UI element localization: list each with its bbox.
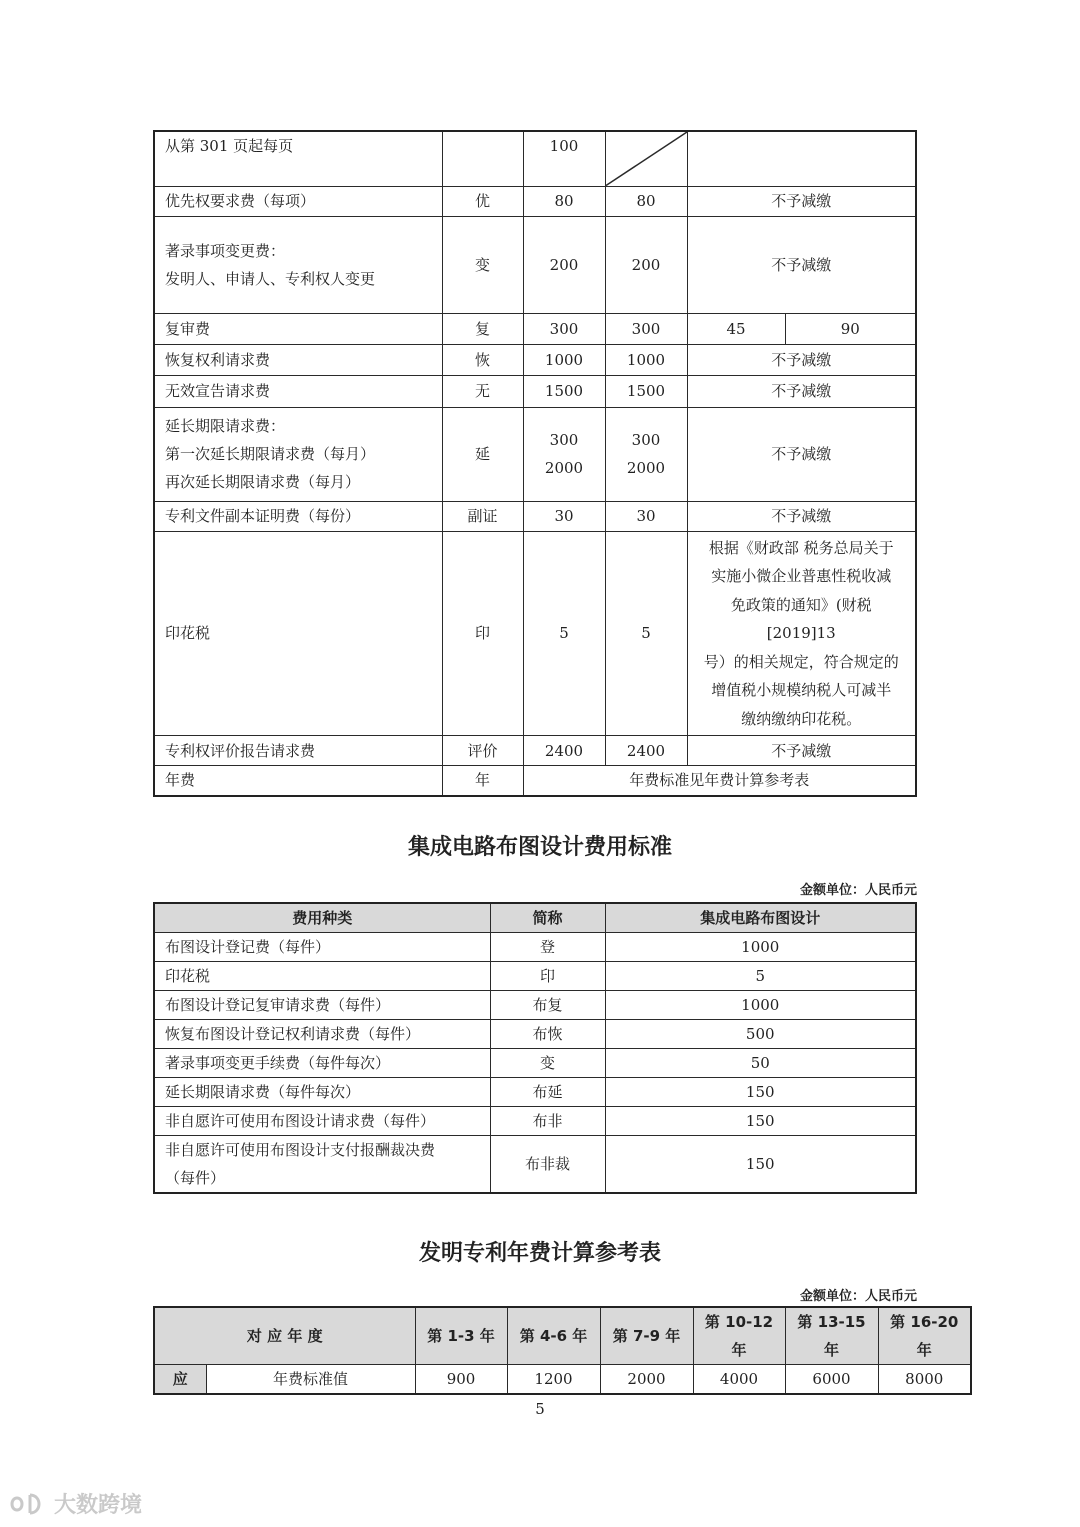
fee-row [154,344,916,375]
annual-section-title: 发明专利年费计算参考表 [418,1241,661,1266]
ic-abbr-cell: 布非裁 [490,1136,605,1194]
fee-name-line: 优先权要求费（每项） [165,192,316,210]
annual-year-line: 年 [824,1341,840,1359]
fee-reduced-value: 30 [636,507,656,525]
fee-name-cell [154,186,442,216]
fee-abbr-cell: 优 [442,186,523,216]
patent-fee-table [153,130,917,797]
fee-reduced-value: 5 [641,624,651,643]
ic-row [154,1049,916,1078]
fee-abbr-cell: 恢 [442,344,523,375]
annual-year-header [785,1307,878,1365]
fee-name-line: 印花税 [165,624,211,643]
annual-value-cell: 1200 [507,1365,600,1395]
fee-abbr-cell: 评价 [442,736,523,766]
annual-year-line: 第 7-9 年 [612,1327,681,1345]
fee-standard-value: 300 [549,431,579,449]
fee-name-line: 复审费 [165,319,211,338]
fee-name-cell [154,375,442,407]
fee-reduced-value: 1000 [626,350,666,369]
annual-value-cell: 4000 [693,1365,785,1395]
fee-note-cell: 不予减缴 [687,216,916,313]
fee-name-cell [154,313,442,344]
ic-row [154,933,916,962]
ic-name-line: 著录事项变更手续费（每件每次） [165,1054,391,1072]
ic-header-cell: 简称 [490,903,605,933]
annual-unit-label: 金额单位：人民币元 [799,1289,917,1304]
fee-name-line: 第一次延长期限请求费（每月） [165,445,376,463]
ic-name-cell [154,1020,490,1049]
ic-row [154,1107,916,1136]
ic-row [154,962,916,991]
fee-note-line: 缴纳缴纳印花税。 [741,709,862,728]
annual-fee-table [153,1306,972,1395]
ic-abbr-cell: 印 [490,962,605,991]
ic-value-cell: 1000 [605,991,916,1020]
ic-name-line: 布图设计登记费（每件） [165,938,331,956]
fee-reduced-cell [605,501,687,531]
ic-name-line: 布图设计登记复审请求费（每件） [165,996,391,1014]
annual-year-header [600,1307,693,1365]
fee-reduction-value: 90 [785,313,916,344]
annual-year-line: 第 10-12 [704,1313,774,1331]
ic-header-row [154,903,916,933]
ic-abbr-cell: 变 [490,1049,605,1078]
fee-reduced-value: 1500 [626,382,666,400]
fee-name-cell [154,736,442,766]
fee-standard-value: 100 [549,137,579,155]
fee-note-cell [687,131,916,186]
fee-row [154,131,916,186]
fee-standard-value: 5 [559,624,569,643]
annual-header-label: 对 应 年 度 [154,1307,415,1365]
fee-abbr-cell [442,131,523,186]
fee-reduced-cell [605,216,687,313]
ic-abbr-cell: 登 [490,933,605,962]
fee-note-cell: 不予减缴 [687,375,916,407]
ic-value-cell: 1000 [605,933,916,962]
fee-standard-cell [523,407,605,501]
fee-row [154,375,916,407]
ic-row [154,1078,916,1107]
fee-reduced-value: 200 [631,255,661,274]
ic-abbr-cell: 布延 [490,1078,605,1107]
fee-standard-cell [523,131,605,186]
fee-abbr-cell: 无 [442,375,523,407]
fee-standard-cell [523,313,605,344]
fee-standard-cell [523,216,605,313]
watermark-logo-icon [8,1491,48,1517]
fee-row [154,186,916,216]
fee-name-cell [154,501,442,531]
fee-name-line: 延长期限请求费： [165,417,286,435]
fee-standard-value: 1000 [544,350,584,369]
fee-row [154,313,916,344]
fee-reduced-cell [605,313,687,344]
watermark-text: 大数跨境 [54,1493,143,1518]
ic-name-cell [154,1107,490,1136]
fee-reduced-cell [605,531,687,736]
annual-year-line: 年 [916,1341,932,1359]
fee-reduction-value: 45 [687,313,785,344]
annual-year-header [878,1307,971,1365]
fee-reduced-cell [605,131,687,186]
ic-header-cell: 费用种类 [154,903,490,933]
annual-year-header [693,1307,785,1365]
ic-fee-table [153,902,917,1194]
annual-value-cell: 8000 [878,1365,971,1395]
fee-name-line: 从第 301 页起每页 [165,137,294,155]
annual-year-header [415,1307,507,1365]
fee-note-line: 增值税小规模纳税人可减半 [711,681,892,699]
fee-reduced-value: 2000 [626,459,666,477]
fee-note-cell: 不予减缴 [687,736,916,766]
fee-note-line: 免政策的通知》(财税[2019]13 [730,595,872,642]
fee-name-cell [154,766,442,796]
fee-standard-cell [523,531,605,736]
annual-year-line: 年 [731,1341,747,1359]
annual-year-line: 第 4-6 年 [519,1327,588,1345]
ic-name-cell [154,962,490,991]
fee-note-cell [687,531,916,736]
fee-abbr-cell: 复 [442,313,523,344]
annual-year-line: 第 16-20 [890,1313,959,1331]
fee-name-cell [154,344,442,375]
fee-abbr-cell: 副证 [442,501,523,531]
fee-standard-cell [523,186,605,216]
ic-header-cell: 集成电路布图设计 [605,903,916,933]
fee-reduced-cell [605,736,687,766]
fee-standard-value: 1500 [544,382,584,400]
ic-name-line: 恢复布图设计登记权利请求费（每件） [165,1025,421,1043]
fee-reduced-cell [605,186,687,216]
ic-name-cell [154,991,490,1020]
diagonal-line [606,132,687,186]
fee-name-cell [154,216,442,313]
ic-name-line: 非自愿许可使用布图设计请求费（每件） [165,1112,436,1130]
ic-name-line: 延长期限请求费（每件每次） [165,1083,361,1101]
annual-row-label: 年费标准值 [206,1365,415,1395]
fee-abbr-cell: 年 [442,766,523,796]
fee-standard-value: 300 [549,319,579,338]
fee-abbr-cell: 变 [442,216,523,313]
annual-value-row [154,1365,971,1395]
ic-value-cell: 150 [605,1136,916,1194]
ic-unit-label: 金额单位：人民币元 [799,883,917,898]
fee-standard-cell [523,375,605,407]
fee-row [154,766,916,796]
fee-reduced-cell [605,407,687,501]
fee-note-cell: 不予减缴 [687,344,916,375]
fee-reduced-value: 2400 [626,741,666,760]
fee-standard-cell [523,736,605,766]
fee-name-line: 专利权评价报告请求费 [165,741,316,760]
page-number: 5 [535,1400,545,1418]
fee-name-cell [154,407,442,501]
fee-reduced-value: 300 [631,431,661,449]
fee-merged-cell: 年费标准见年费计算参考表 [523,766,916,796]
ic-value-cell: 500 [605,1020,916,1049]
fee-standard-value: 80 [554,192,574,210]
fee-note-line: 根据《财政部 税务总局关于 [708,538,894,557]
ic-abbr-cell: 布非 [490,1107,605,1136]
annual-header-row [154,1307,971,1365]
fee-name-line: 无效宣告请求费 [165,382,271,400]
annual-year-line: 第 13-15 [797,1313,866,1331]
fee-row [154,407,916,501]
annual-value-cell: 900 [415,1365,507,1395]
fee-standard-value: 200 [549,255,579,274]
fee-row [154,531,916,736]
ic-row [154,1020,916,1049]
annual-value-cell: 2000 [600,1365,693,1395]
ic-value-cell: 50 [605,1049,916,1078]
fee-standard-cell [523,501,605,531]
fee-standard-cell [523,344,605,375]
fee-name-line: 发明人、申请人、专利权人变更 [165,269,376,288]
fee-reduced-value: 300 [631,319,661,338]
fee-name-line: 专利文件副本证明费（每份） [165,507,361,525]
ic-name-cell [154,1136,490,1194]
watermark [8,1488,142,1519]
fee-reduced-cell [605,344,687,375]
fee-standard-value: 2400 [544,741,584,760]
fee-note-cell: 不予减缴 [687,407,916,501]
fee-name-line: 恢复权利请求费 [165,350,271,369]
fee-abbr-cell: 延 [442,407,523,501]
ic-value-cell: 5 [605,962,916,991]
ic-name-cell [154,1049,490,1078]
annual-year-header [507,1307,600,1365]
fee-note-cell: 不予减缴 [687,186,916,216]
ic-section-title: 集成电路布图设计费用标准 [407,835,672,860]
ic-name-line: （每件） [165,1169,226,1187]
fee-row [154,736,916,766]
ic-value-cell: 150 [605,1078,916,1107]
fee-note-line: 实施小微企业普惠性税收减 [711,567,892,585]
ic-abbr-cell: 布恢 [490,1020,605,1049]
ic-name-line: 非自愿许可使用布图设计支付报酬裁决费 [165,1141,436,1159]
ic-value-cell: 150 [605,1107,916,1136]
ic-name-line: 印花税 [165,967,211,985]
ic-row [154,991,916,1020]
fee-row [154,216,916,313]
annual-value-cell: 6000 [785,1365,878,1395]
ic-row [154,1136,916,1194]
fee-name-cell [154,131,442,186]
fee-reduced-value: 80 [636,192,656,210]
fee-name-line: 著录事项变更费： [165,241,286,260]
fee-name-line: 年费 [165,771,196,790]
fee-name-line: 再次延长期限请求费（每月） [165,473,361,491]
ic-abbr-cell: 布复 [490,991,605,1020]
fee-note-line: 号）的相关规定，符合规定的 [703,652,899,671]
annual-row-prefix: 应 [154,1365,206,1395]
fee-row [154,501,916,531]
fee-standard-value: 2000 [544,459,584,477]
fee-name-cell [154,531,442,736]
ic-name-cell [154,1078,490,1107]
fee-note-cell: 不予减缴 [687,501,916,531]
fee-abbr-cell: 印 [442,531,523,736]
fee-standard-value: 30 [554,507,574,525]
fee-reduced-cell [605,375,687,407]
annual-year-line: 第 1-3 年 [427,1327,495,1345]
ic-name-cell [154,933,490,962]
